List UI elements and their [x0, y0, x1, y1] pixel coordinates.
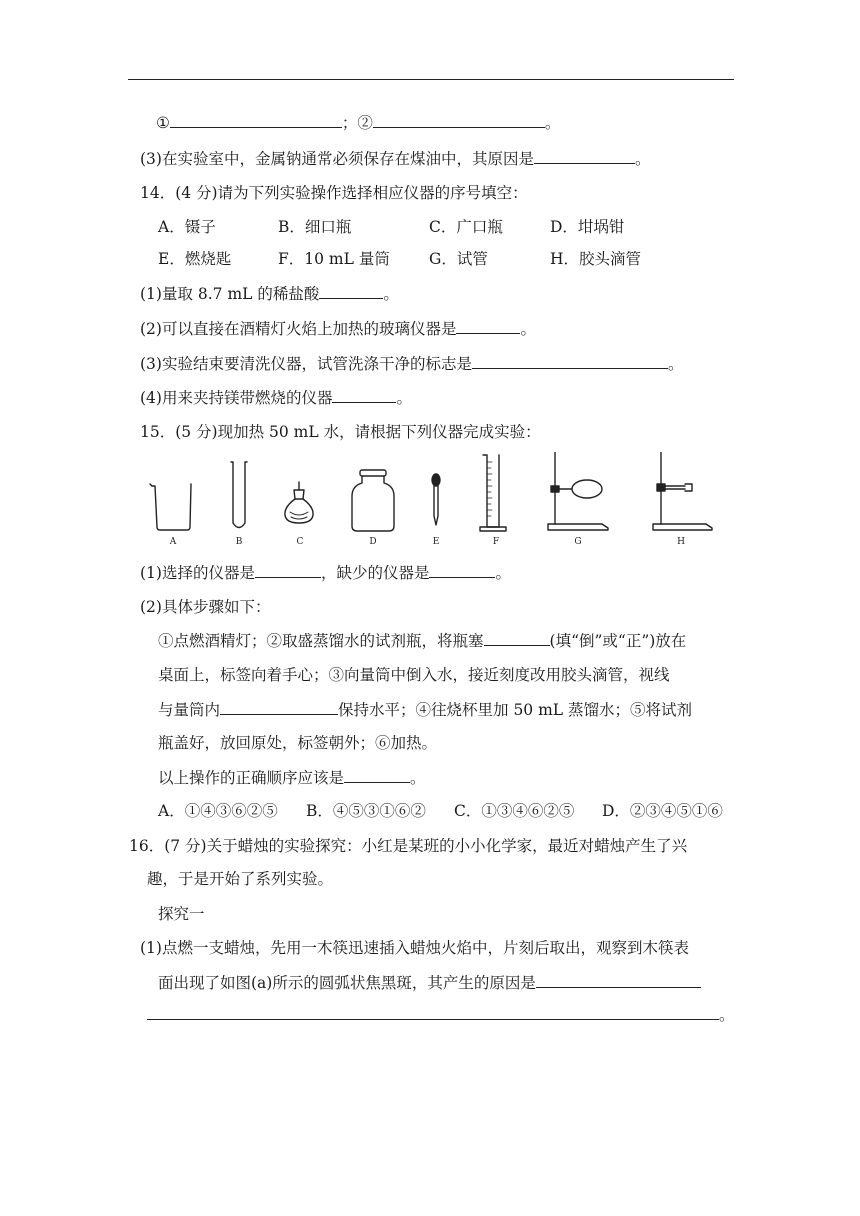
q15-sub1: (1)选择的仪器是 ，缺少的仪器是 。	[140, 564, 511, 582]
q15-choice-d: D．②③④⑤①⑥	[602, 802, 723, 820]
q16-stem-line-2: 趣，于是开始了系列实验。	[147, 870, 334, 888]
q13-item-1-marker: ①	[156, 114, 170, 132]
alcohol-lamp-icon	[285, 482, 313, 523]
q13-blank-1[interactable]	[170, 112, 342, 128]
q14-option-h: H．胶头滴管	[550, 250, 642, 268]
figure-label-a: A	[169, 537, 177, 547]
q14-option-c: C．广口瓶	[429, 218, 503, 236]
q15-sight-blank[interactable]	[220, 699, 338, 715]
q13-sub3: (3)在实验室中，金属钠通常必须保存在煤油中，其原因是 。	[140, 150, 651, 168]
wide-mouth-bottle-icon	[352, 470, 394, 531]
instruments-svg	[140, 452, 730, 550]
q14-option-g: G．试管	[429, 250, 488, 268]
q15-steps-line-2: 桌面上，标签向着手心；③向量筒中倒入水，接近刻度改用胶头滴管，视线	[158, 666, 670, 684]
beaker-icon	[150, 484, 191, 530]
q15-choice-c: C．①③④⑥②⑤	[454, 802, 575, 820]
lab-instruments-figure	[140, 452, 730, 550]
q15-order-blank[interactable]	[344, 767, 410, 783]
q15-order-question: 以上操作的正确顺序应该是 。	[158, 769, 426, 787]
figure-label-d: D	[369, 537, 377, 547]
header-rule	[128, 79, 734, 80]
q15-choice-a: A．①④③⑥②⑤	[158, 802, 278, 820]
q14-sub3: (3)实验结束要清洗仪器，试管洗涤干净的标志是 。	[140, 355, 684, 373]
graduated-cylinder-icon	[480, 455, 506, 531]
q15-stem: 15．(5 分)现加热 50 mL 水，请根据下列仪器完成实验：	[140, 423, 541, 441]
q14-option-f: F．10 mL 量筒	[278, 250, 390, 268]
q14-option-a: A．镊子	[158, 218, 216, 236]
q14-sub1-blank[interactable]	[319, 283, 383, 299]
q14-sub4: (4)用来夹持镁带燃烧的仪器 。	[140, 389, 412, 407]
figure-label-c: C	[296, 537, 304, 547]
q14-sub1: (1)量取 8.7 mL 的稀盐酸 。	[140, 285, 399, 303]
figure-label-g: G	[574, 537, 582, 547]
q14-option-d: D．坩埚钳	[550, 218, 625, 236]
q16-sub1-blank-1[interactable]	[536, 972, 701, 988]
q15-steps-line-1: ①点燃酒精灯；②取盛蒸馏水的试剂瓶，将瓶塞 (填“倒”或“正”)放在	[158, 632, 687, 650]
iron-stand-with-clamp-icon	[653, 452, 712, 530]
q15-steps-line-3: 与量筒内 保持水平；④往烧杯里加 50 mL 蒸馏水；⑤将试剂	[158, 701, 693, 719]
q15-sub1-blank-1[interactable]	[255, 562, 321, 578]
q16-section-title: 探究一	[158, 905, 205, 923]
figure-label-e: E	[432, 537, 440, 547]
q16-stem-line-1: 16．(7 分)关于蜡烛的实验探究：小红是某班的小小化学家，最近对蜡烛产生了兴	[129, 837, 688, 855]
q15-sub1-blank-2[interactable]	[429, 562, 495, 578]
q16-sub1-line-2: 面出现了如图(a)所示的圆弧状焦黑斑，其产生的原因是	[158, 972, 701, 993]
iron-stand-with-ring-icon	[548, 452, 608, 530]
figure-label-h: H	[677, 537, 685, 547]
q13-sub3-blank[interactable]	[534, 148, 635, 164]
q14-sub2: (2)可以直接在酒精灯火焰上加热的玻璃仪器是 。	[140, 320, 536, 338]
q15-choice-b: B．④⑤③①⑥②	[306, 802, 426, 820]
q13-answer-line-1-2: ① ；② 。	[156, 114, 561, 132]
q15-steps-line-4: 瓶盖好，放回原处，标签朝外；⑥加热。	[158, 734, 438, 752]
figure-label-b: B	[235, 537, 243, 547]
q16-sub1-line-1: (1)点燃一支蜡烛，先用一木筷迅速插入蜡烛火焰中，片刻后取出，观察到木筷表	[140, 939, 689, 957]
q13-item-2-marker: ；②	[341, 114, 373, 132]
q15-stopper-blank[interactable]	[484, 630, 550, 646]
test-tube-icon	[231, 462, 247, 528]
dropper-icon	[432, 474, 440, 525]
q15-sub2: (2)具体步骤如下：	[140, 598, 271, 616]
q13-blank-2[interactable]	[373, 112, 545, 128]
q14-sub3-blank[interactable]	[472, 353, 668, 369]
q14-option-e: E．燃烧匙	[158, 250, 232, 268]
q14-option-b: B．细口瓶	[278, 218, 352, 236]
q14-sub4-blank[interactable]	[332, 387, 396, 403]
q16-sub1-line-3: 。	[147, 1004, 735, 1025]
figure-label-f: F	[492, 537, 500, 547]
q14-sub2-blank[interactable]	[456, 318, 520, 334]
q16-sub1-blank-2[interactable]	[147, 1004, 719, 1020]
q14-stem: 14．(4 分)请为下列实验操作选择相应仪器的序号填空：	[140, 184, 528, 202]
